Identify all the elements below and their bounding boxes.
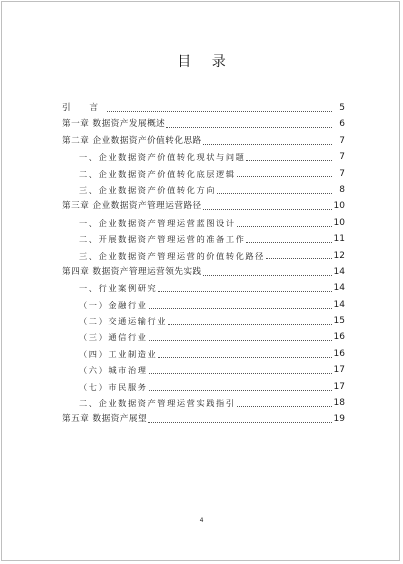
toc-entry-label: 二、企业数据资产价值转化底层逻辑	[79, 168, 236, 179]
toc-dot-leader	[158, 290, 332, 292]
toc-entry-label: 三、企业数据资产价值转化方向	[79, 184, 217, 195]
toc-entry[interactable]	[0, 313, 403, 329]
toc-entry-page: 17	[333, 381, 345, 392]
toc-dot-leader	[237, 175, 332, 177]
toc-entry-page: 14	[333, 266, 345, 277]
toc-entry-label: （一）金融行业	[79, 299, 148, 310]
toc-dot-leader	[107, 110, 332, 112]
toc-entry[interactable]	[0, 231, 403, 247]
toc-entry-page: 10	[333, 217, 345, 228]
toc-entry[interactable]	[0, 395, 403, 411]
toc-entry-label: （二）交通运输行业	[79, 316, 168, 327]
toc-entry-label: 第四章 数据资产管理运营领先实践	[62, 266, 202, 277]
toc-entry-label: 第三章 企业数据资产管理运营路径	[62, 201, 202, 212]
toc-entry[interactable]	[0, 116, 403, 132]
toc-entry-page: 17	[333, 365, 345, 376]
toc-dot-leader	[149, 372, 332, 374]
toc-entry-page: 5	[339, 103, 345, 113]
toc-entry-page: 10	[333, 201, 345, 212]
toc-entry[interactable]	[0, 248, 403, 264]
toc-entry[interactable]	[0, 100, 403, 116]
toc-entry[interactable]	[0, 297, 403, 313]
toc-entry-page: 7	[339, 152, 345, 163]
toc-entry-label: （四）工业制造业	[79, 348, 158, 359]
toc-entry[interactable]	[0, 166, 403, 182]
toc-entry-page: 16	[333, 332, 345, 343]
toc-entry-label: （六）城市治理	[79, 365, 148, 376]
toc-entry-label: （七）市民服务	[79, 381, 148, 392]
toc-entry-label: 二、企业数据资产管理运营实践指引	[79, 398, 236, 409]
toc-entry-page: 6	[339, 119, 345, 130]
toc-entry-label: 第一章 数据资产发展概述	[62, 119, 166, 130]
toc-entry-label: 引 言	[62, 103, 106, 113]
toc-entry[interactable]	[0, 182, 403, 198]
toc-entry-page: 7	[339, 135, 345, 146]
table-of-contents	[0, 100, 403, 428]
toc-dot-leader	[168, 323, 332, 325]
toc-entry-label: 第五章 数据资产展望	[62, 414, 148, 425]
toc-entry-page: 8	[339, 184, 345, 195]
page-number: 4	[199, 517, 204, 524]
toc-entry-page: 16	[333, 348, 345, 359]
toc-entry-label: 一、行业案例研究	[79, 283, 158, 294]
toc-entry-label: 第二章 企业数据资产价值转化思路	[62, 135, 202, 146]
toc-entry[interactable]	[0, 329, 403, 345]
toc-entry-label: 一、企业数据资产价值转化现状与问题	[79, 152, 246, 163]
toc-dot-leader	[203, 274, 332, 276]
toc-entry-label: 一、企业数据资产管理运营蓝图设计	[79, 217, 236, 228]
toc-dot-leader	[166, 126, 332, 128]
toc-entry-page: 7	[339, 168, 345, 179]
toc-entry-label: 三、企业数据资产管理运营的价值转化路径	[79, 250, 265, 261]
toc-dot-leader	[266, 257, 332, 259]
toc-dot-leader	[149, 307, 332, 309]
toc-dot-leader	[246, 241, 332, 243]
toc-dot-leader	[149, 389, 332, 391]
toc-dot-leader	[148, 421, 332, 423]
toc-title: 目 录	[177, 54, 234, 70]
toc-entry-page: 18	[333, 398, 345, 409]
toc-entry[interactable]	[0, 362, 403, 378]
toc-dot-leader	[203, 208, 332, 210]
toc-entry[interactable]	[0, 264, 403, 280]
toc-dot-leader	[158, 356, 332, 358]
toc-entry[interactable]	[0, 346, 403, 362]
toc-dot-leader	[203, 143, 332, 145]
toc-entry-page: 12	[333, 250, 345, 261]
toc-dot-leader	[217, 192, 332, 194]
toc-dot-leader	[237, 225, 332, 227]
toc-dot-leader	[237, 405, 332, 407]
toc-entry[interactable]	[0, 215, 403, 231]
toc-entry[interactable]	[0, 198, 403, 214]
toc-entry[interactable]	[0, 149, 403, 165]
toc-entry-label: 二、开展数据资产管理运营的准备工作	[79, 234, 246, 245]
toc-entry-page: 15	[333, 316, 345, 327]
toc-entry-page: 11	[333, 234, 345, 245]
toc-dot-leader	[149, 339, 332, 341]
toc-entry-page: 14	[333, 283, 345, 294]
toc-entry-page: 19	[333, 414, 345, 425]
toc-entry[interactable]	[0, 411, 403, 427]
toc-entry[interactable]	[0, 379, 403, 395]
toc-entry-page: 14	[333, 299, 345, 310]
toc-entry[interactable]	[0, 280, 403, 296]
toc-dot-leader	[246, 159, 332, 161]
toc-entry[interactable]	[0, 133, 403, 149]
toc-entry-label: （三）通信行业	[79, 332, 148, 343]
